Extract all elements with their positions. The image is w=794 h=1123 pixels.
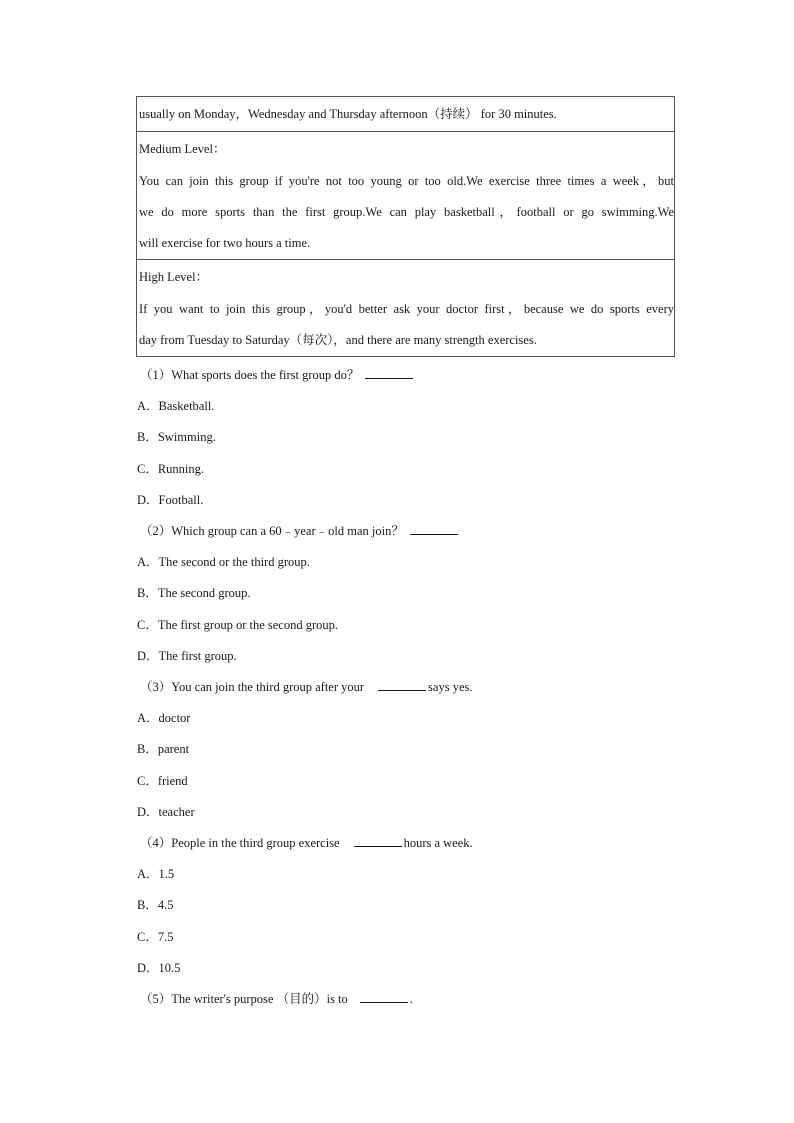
answer-option[interactable]: B．The second group. — [137, 586, 251, 600]
passage-row-high-level — [137, 260, 675, 357]
question-stem — [140, 835, 473, 851]
answer-option[interactable]: B．4.5 — [137, 898, 174, 912]
passage-line: You can join this group if you're not too young or too old.We exercise three times a week，but — [139, 174, 674, 188]
answer-blank — [360, 991, 408, 1003]
high-level-label: High Level： — [139, 270, 209, 284]
answer-option[interactable]: C．The first group or the second group. — [137, 618, 339, 632]
passage-row-medium-level — [137, 132, 675, 260]
question-text-after: says yes. — [428, 680, 473, 694]
passage-cell — [137, 260, 675, 357]
answer-blank — [365, 367, 413, 379]
answer-option[interactable]: D．The first group. — [137, 649, 237, 663]
answer-option[interactable]: A．doctor — [137, 711, 191, 725]
passage-row-low-level-continued — [137, 97, 675, 132]
answer-option[interactable]: D．10.5 — [137, 961, 181, 975]
answer-option[interactable]: C．7.5 — [137, 930, 174, 944]
passage-line: we do more sports than the first group.We can play basketball，football or go swimming.We — [139, 205, 674, 219]
passage-table — [136, 96, 675, 357]
answer-option[interactable]: B．Swimming. — [137, 430, 216, 444]
answer-option[interactable]: A．1.5 — [137, 867, 175, 881]
question-stem — [140, 991, 413, 1007]
question-text: （5）The writer's purpose （目的）is to — [140, 992, 348, 1006]
passage-cell — [137, 97, 675, 132]
question-stem — [140, 523, 460, 539]
passage-line: day from Tuesday to Saturday（每次），and there are many strength exercises. — [139, 333, 537, 347]
question-stem — [140, 679, 473, 695]
question-text: （2）Which group can a 60﹣year﹣old man join？ — [140, 524, 404, 538]
question-text: （3）You can join the third group after your — [140, 680, 365, 694]
answer-option[interactable]: A．The second or the third group. — [137, 555, 310, 569]
question-text: （1）What sports does the first group do？ — [140, 368, 360, 382]
passage-cell — [137, 132, 675, 260]
question-text-after: . — [409, 992, 413, 1006]
answer-option[interactable]: B．parent — [137, 742, 190, 756]
question-text: （4）People in the third group exercise — [140, 836, 340, 850]
question-text-after: hours a week. — [403, 836, 473, 850]
passage-line: usually on Monday，Wednesday and Thursday afternoon（持续） for 30 minutes. — [139, 107, 557, 121]
passage-line: If you want to join this group，you'd better ask your doctor first，because we do sports every — [139, 302, 674, 316]
medium-level-label: Medium Level： — [139, 142, 226, 156]
answer-option[interactable]: C．friend — [137, 774, 188, 788]
answer-blank — [378, 679, 426, 691]
answer-option[interactable]: C．Running. — [137, 462, 205, 476]
answer-blank — [354, 835, 402, 847]
answer-blank — [410, 523, 458, 535]
answer-option[interactable]: D．Football. — [137, 493, 204, 507]
answer-option[interactable]: D．teacher — [137, 805, 195, 819]
answer-option[interactable]: A．Basketball. — [137, 399, 215, 413]
question-stem — [140, 367, 415, 383]
passage-line: will exercise for two hours a time. — [139, 236, 311, 250]
